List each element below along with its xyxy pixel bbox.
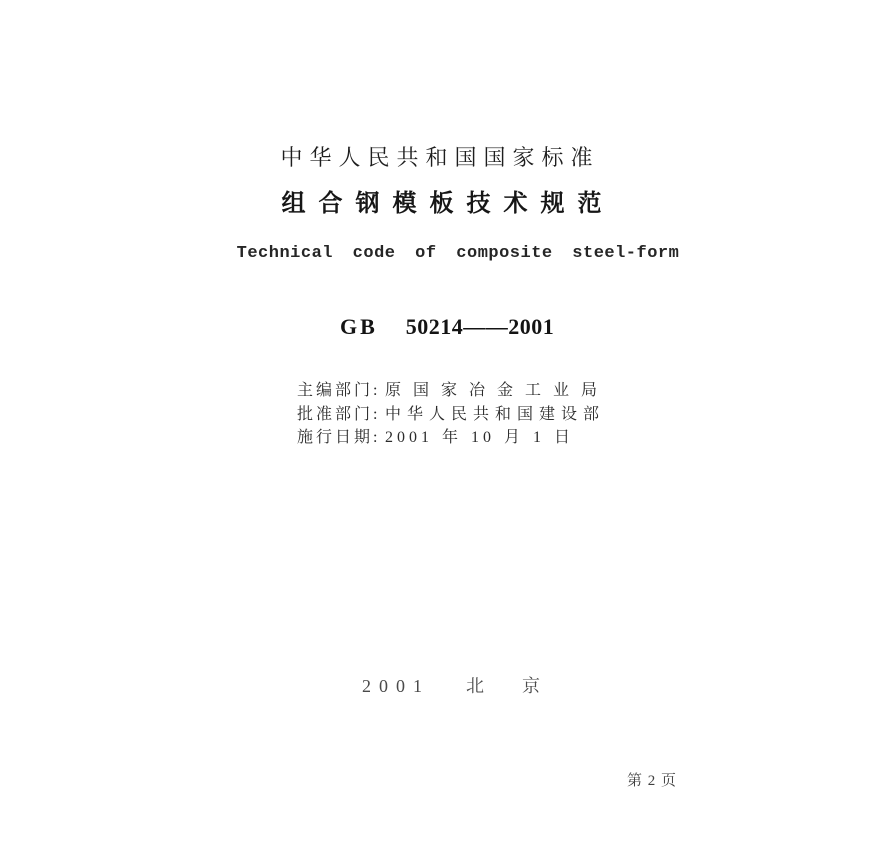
info-row-chief-editor-dept	[297, 379, 609, 403]
publication-city: 北京	[466, 676, 578, 696]
effective-date-label: 施行日期:	[297, 429, 381, 446]
standard-title-cn: 组合钢模板技术规范	[281, 191, 615, 217]
info-row-approval-dept	[297, 403, 609, 427]
standard-category-title: 中华人民共和国国家标准	[280, 145, 600, 170]
approval-dept-label: 批准部门:	[297, 405, 381, 423]
standard-title-en: Technical code of composite steel-form	[236, 244, 680, 263]
approval-dept-value: 中华人民共和国建设部	[385, 405, 606, 423]
publication-line	[362, 677, 578, 695]
standard-info-block	[297, 379, 609, 450]
standard-code	[340, 316, 554, 338]
info-row-effective-date	[297, 426, 609, 450]
page-number: 第 2 页	[627, 773, 678, 789]
standard-code-prefix: GB	[340, 314, 378, 339]
chief-editor-dept-value: 原国家冶金工业局	[385, 382, 610, 399]
effective-date-value: 2001 年 10 月 1 日	[385, 429, 575, 446]
chief-editor-dept-label: 主编部门:	[297, 382, 381, 399]
publication-year: 2001	[362, 676, 430, 696]
standard-code-number: 50214——2001	[405, 314, 555, 339]
